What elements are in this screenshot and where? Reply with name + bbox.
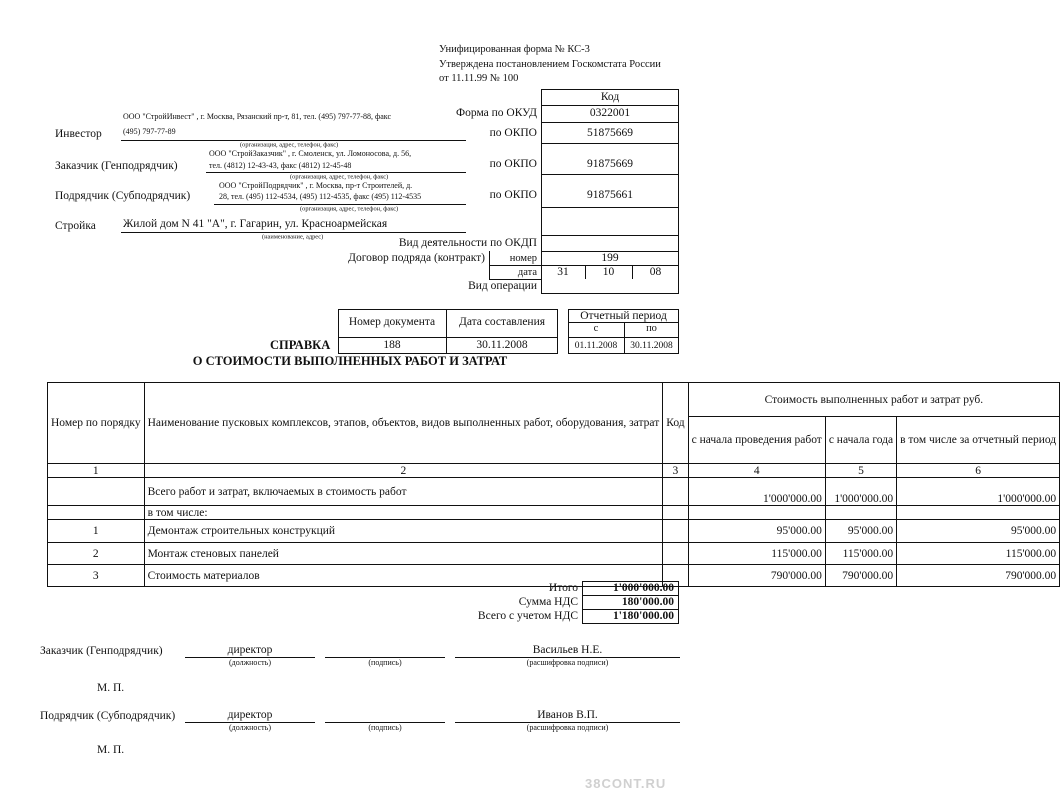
doc-title: СПРАВКА xyxy=(270,338,331,352)
row-from-start: 95'000.00 xyxy=(688,520,825,543)
customer-label: Заказчик (Генподрядчик) xyxy=(55,160,178,172)
col-period-header: в том числе за отчетный период xyxy=(897,417,1060,464)
site-label: Стройка xyxy=(55,220,96,232)
table-row xyxy=(48,520,1060,543)
operation-label: Вид операции xyxy=(468,280,537,292)
position-caption-1: (должность) xyxy=(229,658,271,667)
doc-number: 188 xyxy=(383,339,401,351)
form-line-2: Утверждена постановлением Госкомстата России xyxy=(439,59,661,70)
col-from-year-header: с начала года xyxy=(825,417,896,464)
col-cost-group-header: Стоимость выполненных работ и затрат руб. xyxy=(688,383,1060,417)
idx-cell: 5 xyxy=(825,464,896,478)
total-from-year: 1'000'000.00 xyxy=(825,478,896,506)
sign-customer-position: директор xyxy=(227,644,273,656)
contract-date-day: 31 xyxy=(557,266,569,278)
sign-customer-label: Заказчик (Генподрядчик) xyxy=(40,645,163,657)
position-caption-2: (должность) xyxy=(229,723,271,732)
sign-contractor-label: Подрядчик (Субподрядчик) xyxy=(40,710,176,722)
including-label: в том числе: xyxy=(144,506,663,520)
sign-contractor-position: директор xyxy=(227,709,273,721)
okud-value: 0322001 xyxy=(589,107,631,119)
total-label: Всего работ и затрат, включаемых в стоимость работ xyxy=(144,478,663,506)
itogo-label: Итого xyxy=(548,582,578,594)
col-name-header: Наименование пусковых комплексов, этапов, объектов, видов выполненных работ, оборудования, затрат xyxy=(144,383,663,464)
total-row xyxy=(48,478,1060,506)
doc-subtitle: О СТОИМОСТИ ВЫПОЛНЕННЫХ РАБОТ И ЗАТРАТ xyxy=(192,354,508,368)
col-num-header: Номер по порядку xyxy=(48,383,145,464)
customer-line-2: тел. (4812) 12-43-43, факс (4812) 12-45-48 xyxy=(209,161,352,170)
row-period: 95'000.00 xyxy=(897,520,1060,543)
table-row xyxy=(48,543,1060,565)
okpo-investor: 51875669 xyxy=(587,127,633,139)
contract-date-year: 08 xyxy=(649,266,662,278)
with-vat-value: 1'180'000.00 xyxy=(612,610,674,622)
doc-date-label: Дата составления xyxy=(458,316,546,328)
okpo-customer: 91875669 xyxy=(587,158,633,170)
contract-date-label: дата xyxy=(517,267,537,278)
period-from: 01.11.2008 xyxy=(574,341,618,351)
row-from-start: 115'000.00 xyxy=(688,543,825,565)
works-table xyxy=(47,382,1060,587)
period-label: Отчетный период xyxy=(580,310,667,322)
row-num: 2 xyxy=(48,543,145,565)
name-caption-1: (расшифровка подписи) xyxy=(526,658,609,667)
itogo-value: 1'000'000.00 xyxy=(612,582,674,594)
contract-label: Договор подряда (контракт) xyxy=(348,252,485,264)
okpo-label-customer: по ОКПО xyxy=(489,158,537,170)
site-value: Жилой дом N 41 "А", г. Гагарин, ул. Красноармейская xyxy=(123,218,388,230)
name-caption-2: (расшифровка подписи) xyxy=(526,723,609,732)
row-period: 115'000.00 xyxy=(897,543,1060,565)
customer-caption: (организация, адрес, телефон, факс) xyxy=(290,173,389,181)
idx-cell: 3 xyxy=(663,464,688,478)
contractor-caption: (организация, адрес, телефон, факс) xyxy=(300,205,399,213)
investor-line-2: (495) 797-77-89 xyxy=(123,127,176,136)
sign-contractor-name: Иванов В.П. xyxy=(537,709,598,721)
idx-cell: 6 xyxy=(897,464,1060,478)
contractor-line-1: ООО "СтройПодрядчик" , г. Москва, пр-т Строителей, д. xyxy=(219,181,413,190)
sign-caption-2: (подпись) xyxy=(368,723,402,732)
investor-caption: (организация, адрес, телефон, факс) xyxy=(240,141,339,149)
investor-label: Инвестор xyxy=(55,128,102,140)
idx-cell: 1 xyxy=(48,464,145,478)
investor-line-1: ООО "СтройИнвест" , г. Москва, Рязанский пр-т, 81, тел. (495) 797-77-88, факс xyxy=(123,112,392,121)
with-vat-label: Всего с учетом НДС xyxy=(477,610,578,622)
okpo-contractor: 91875661 xyxy=(587,189,633,201)
contractor-label: Подрядчик (Субподрядчик) xyxy=(55,190,191,202)
form-line-3: от 11.11.99 № 100 xyxy=(439,73,519,84)
okdp-label: Вид деятельности по ОКДП xyxy=(398,237,537,249)
okud-label: Форма по ОКУД xyxy=(456,107,537,119)
watermark: 38CONT.RU xyxy=(585,776,667,791)
row-from-year: 790'000.00 xyxy=(825,565,896,587)
row-name: Монтаж стеновых панелей xyxy=(144,543,663,565)
contract-number-label: номер xyxy=(509,253,537,264)
site-caption: (наименование, адрес) xyxy=(262,233,324,241)
sign-customer-name: Васильев Н.Е. xyxy=(532,644,603,656)
period-to-label: по xyxy=(646,323,657,334)
vat-value: 180'000.00 xyxy=(621,596,674,608)
period-to: 30.11.2008 xyxy=(630,341,673,351)
form-line-1: Унифицированная форма № КС-3 xyxy=(439,44,590,55)
sign-caption-1: (подпись) xyxy=(368,658,402,667)
okpo-label-contractor: по ОКПО xyxy=(489,189,537,201)
codes-title: Код xyxy=(600,91,620,103)
vat-label: Сумма НДС xyxy=(518,596,578,608)
row-num: 1 xyxy=(48,520,145,543)
total-period: 1'000'000.00 xyxy=(897,478,1060,506)
row-from-year: 95'000.00 xyxy=(825,520,896,543)
row-num: 3 xyxy=(48,565,145,587)
col-from-start-header: с начала проведения работ xyxy=(688,417,825,464)
total-from-start: 1'000'000.00 xyxy=(688,478,825,506)
okpo-label-investor: по ОКПО xyxy=(489,127,537,139)
stamp-2: М. П. xyxy=(97,744,125,756)
period-from-label: с xyxy=(593,323,599,334)
stamp-1: М. П. xyxy=(97,682,125,694)
customer-line-1: ООО "СтройЗаказчик" , г. Смоленск, ул. Ломоносова, д. 56, xyxy=(209,149,412,158)
row-name: Стоимость материалов xyxy=(144,565,663,587)
row-name: Демонтаж строительных конструкций xyxy=(144,520,663,543)
doc-date: 30.11.2008 xyxy=(476,339,528,351)
row-from-start: 790'000.00 xyxy=(688,565,825,587)
contract-date-month: 10 xyxy=(602,266,615,278)
contractor-line-2: 28, тел. (495) 112-4534, (495) 112-4535, факс (495) 112-4535 xyxy=(219,192,422,201)
contract-number: 199 xyxy=(601,252,619,264)
doc-number-label: Номер документа xyxy=(348,316,436,328)
idx-cell: 4 xyxy=(688,464,825,478)
idx-cell: 2 xyxy=(144,464,663,478)
row-from-year: 115'000.00 xyxy=(825,543,896,565)
col-code-header: Код xyxy=(663,383,688,464)
row-period: 790'000.00 xyxy=(897,565,1060,587)
